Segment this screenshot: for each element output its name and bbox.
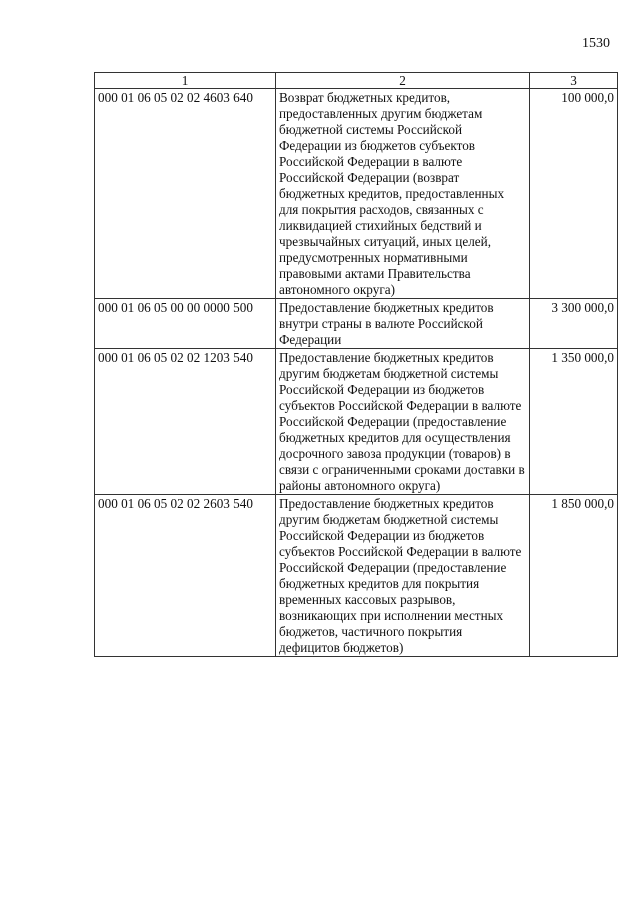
column-header-amount: 3	[530, 73, 618, 89]
column-header-description: 2	[276, 73, 530, 89]
page-number: 1530	[582, 36, 610, 51]
budget-amount: 3 300 000,0	[530, 299, 618, 349]
budget-code: 000 01 06 05 02 02 1203 540	[95, 349, 276, 495]
budget-code: 000 01 06 05 00 00 0000 500	[95, 299, 276, 349]
table-header-row	[95, 73, 618, 89]
budget-description: Предоставление бюджетных кредитов внутри страны в валюте Российской Федерации	[276, 299, 530, 349]
budget-description: Возврат бюджетных кредитов, предоставленных другим бюджетам бюджетной системы Российской Федерации из бюджетов субъектов Российской Федерации в валюте Российской Федерации (возврат бюджетных кредитов, предоставленных для покрытия расходов, связанных с ликвидацией стихийных бедствий и чрезвычайных ситуаций, иных целей, предусмотренных нормативными правовыми актами Правительства автономного округа)	[276, 89, 530, 299]
table-row	[95, 89, 618, 299]
budget-amount: 1 850 000,0	[530, 495, 618, 657]
budget-sources-table	[94, 72, 618, 657]
table-row	[95, 299, 618, 349]
table-row	[95, 495, 618, 657]
budget-description: Предоставление бюджетных кредитов другим бюджетам бюджетной системы Российской Федерации из бюджетов субъектов Российской Федерации в валюте Российской Федерации (предоставление бюджетных кредитов для покрытия временных кассовых разрывов, возникающих при исполнении местных бюджетов, частичного покрытия дефицитов бюджетов)	[276, 495, 530, 657]
column-header-code: 1	[95, 73, 276, 89]
table-row	[95, 349, 618, 495]
budget-amount: 1 350 000,0	[530, 349, 618, 495]
budget-code: 000 01 06 05 02 02 4603 640	[95, 89, 276, 299]
budget-code: 000 01 06 05 02 02 2603 540	[95, 495, 276, 657]
budget-amount: 100 000,0	[530, 89, 618, 299]
budget-description: Предоставление бюджетных кредитов другим бюджетам бюджетной системы Российской Федерации из бюджетов субъектов Российской Федерации в валюте Российской Федерации (предоставление бюджетных кредитов для осуществления досрочного завоза продукции (товаров) в связи с ограниченными сроками доставки в районы автономного округа)	[276, 349, 530, 495]
